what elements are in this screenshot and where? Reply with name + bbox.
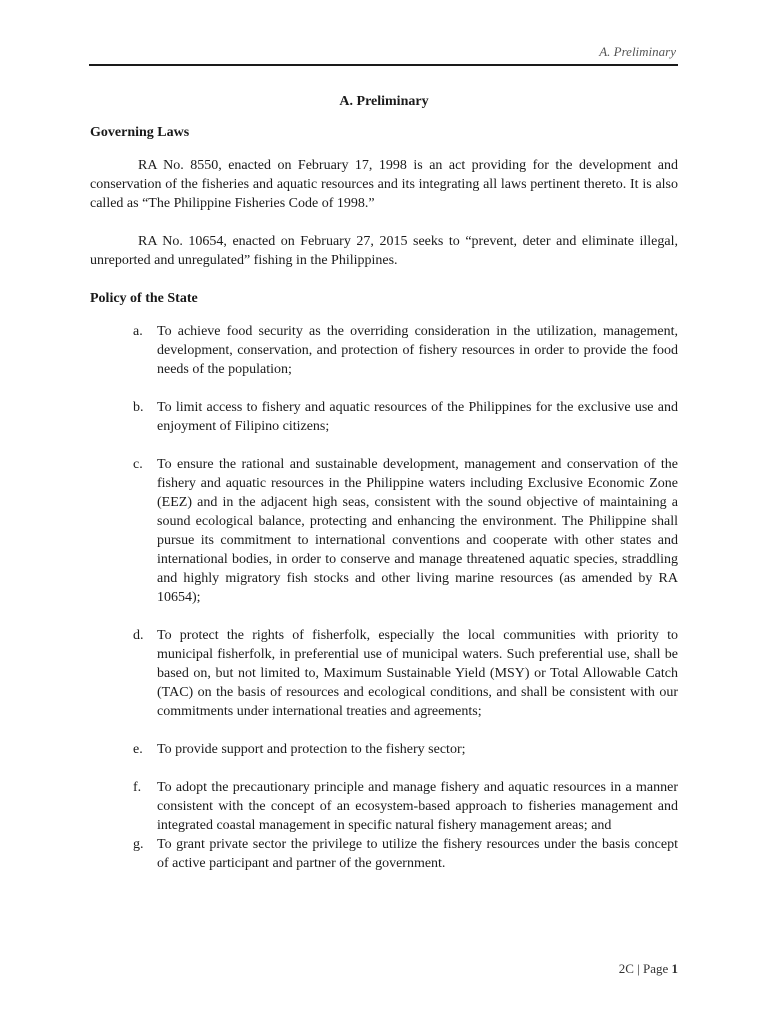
list-item-text: To provide support and protection to the fishery sector; [157, 742, 466, 757]
footer-section-code: 2C [618, 961, 634, 976]
list-marker: a. [133, 324, 143, 339]
list-marker: e. [133, 742, 143, 757]
list-marker: c. [133, 457, 143, 472]
list-item [90, 322, 678, 379]
header-rule [89, 64, 678, 66]
footer-page-number: 1 [671, 961, 678, 976]
list-item-text: To grant private sector the privilege to utilize the fishery resources under the basis concept of active participant and partner of the government. [157, 837, 678, 871]
footer-separator: | [637, 961, 640, 976]
list-marker: f. [133, 780, 142, 795]
list-item [90, 398, 678, 436]
governing-laws-heading: Governing Laws [90, 125, 190, 140]
list-item [90, 778, 678, 835]
paragraph-ra-10654: RA No. 10654, enacted on February 27, 2015 seeks to “prevent, deter and eliminate illegal, unreported and unregulated” fishing in the Philippines. [90, 234, 678, 268]
list-item [90, 835, 678, 873]
policy-list [90, 322, 678, 873]
document-title: A. Preliminary [339, 94, 429, 109]
list-marker: g. [133, 837, 144, 852]
list-item-text: To protect the rights of fisherfolk, especially the local communities with priority to municipal fisherfolk, in preferential use of municipal waters. Such preferential use, shall be based on, but not limited to, Maximum Sustainable Yield (MSY) or Total Allowable Catch (TAC) on the basis of resources and ecological conditions, and shall be consistent with our commitments under international treaties and agreements; [157, 628, 678, 719]
paragraph-ra-8550: RA No. 8550, enacted on February 17, 1998 is an act providing for the development and conservation of the fisheries and aquatic resources and its integrating all laws pertinent thereto. It is also called as “The Philippine Fisheries Code of 1998.” [90, 158, 678, 211]
list-item-text: To ensure the rational and sustainable development, management and conservation of the fishery and aquatic resources in the Philippine waters including Exclusive Economic Zone (EEZ) and in the adjacent high seas, consistent with the sound objective of maintaining a sound ecological balance, protecting and enhancing the environment. The Philippine shall pursue its commitment to international conventions and cooperate with other states and international bodies, in order to conserve and manage threatened aquatic species, straddling and highly migratory fish stocks and other living marine resources (as amended by RA 10654); [157, 457, 678, 605]
list-marker: b. [133, 400, 144, 415]
policy-heading: Policy of the State [90, 291, 198, 306]
list-item [90, 740, 678, 759]
list-marker: d. [133, 628, 144, 643]
list-item-text: To limit access to fishery and aquatic resources of the Philippines for the exclusive use and enjoyment of Filipino citizens; [157, 400, 678, 434]
list-item-text: To adopt the precautionary principle and manage fishery and aquatic resources in a manner consistent with the concept of an ecosystem-based approach to fisheries management and integrated coastal management in specific natural fishery management areas; and [157, 780, 678, 833]
footer-page-label: Page [642, 961, 669, 976]
list-item [90, 626, 678, 721]
page-content [90, 92, 678, 873]
running-header: A. Preliminary [599, 44, 676, 59]
list-item [90, 455, 678, 607]
page-footer [619, 961, 678, 977]
list-item-text: To achieve food security as the overriding consideration in the utilization, management, development, conservation, and protection of fishery resources in order to provide the food needs of the population; [157, 324, 678, 377]
